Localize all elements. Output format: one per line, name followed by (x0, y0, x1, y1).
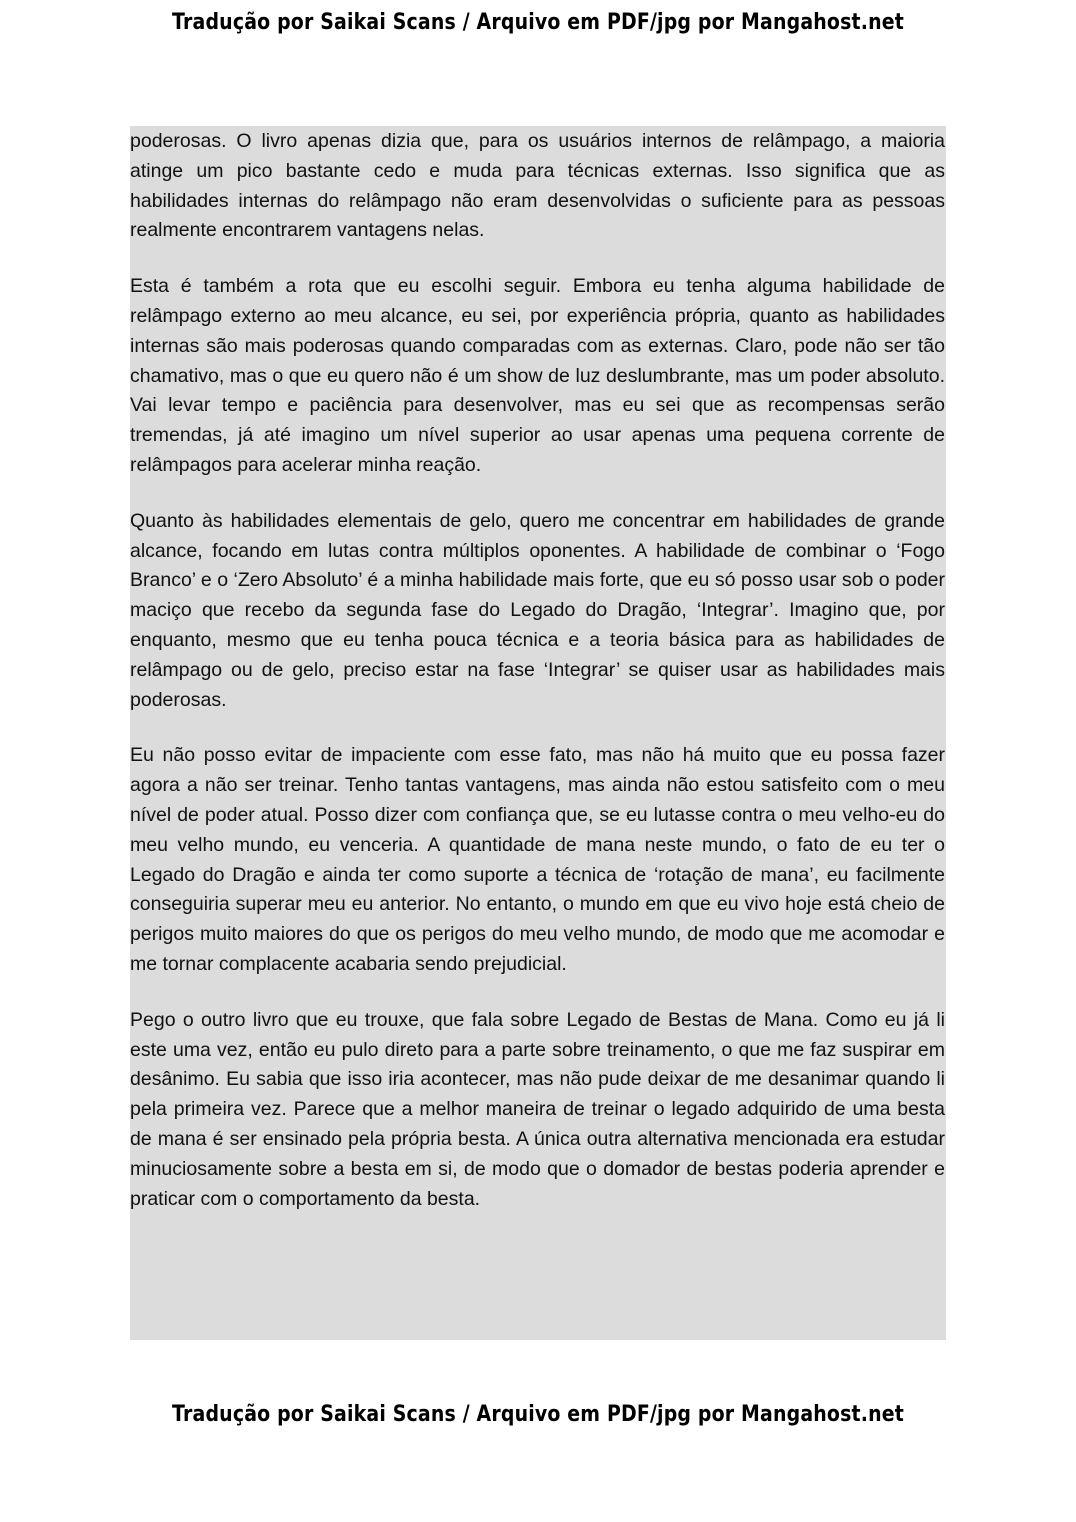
paragraph: Eu não posso evitar de impaciente com esse fato, mas não há muito que eu possa fazer agora a não ser treinar. Tenho tantas vantagens, mas ainda não estou satisfeito com o meu nível de poder atual. Posso dizer com confiança que, se eu lutasse contra o meu velho-eu do meu velho mundo, eu venceria. A quantidade de mana neste mundo, o fato de eu ter o Legado do Dragão e ainda ter como suporte a técnica de ‘rotação de mana’, eu facilmente conseguiria superar meu eu anterior. No entanto, o mundo em que eu vivo hoje está cheio de perigos muito maiores do que os perigos do meu velho mundo, de modo que me acomodar e me tornar complacente acabaria sendo prejudicial. (130, 744, 945, 975)
header-credit: Tradução por Saikai Scans / Arquivo em PDF/jpg por Mangahost.net (172, 10, 904, 35)
paragraph: poderosas. O livro apenas dizia que, para os usuários internos de relâmpago, a maioria atinge um pico bastante cedo e muda para técnicas externas. Isso significa que as habilidades internas do relâmpago não eram desenvolvidas o suficiente para as pessoas realmente encontrarem vantagens nelas. (130, 130, 945, 242)
footer-credit: Tradução por Saikai Scans / Arquivo em PDF/jpg por Mangahost.net (172, 1402, 904, 1427)
paragraph: Quanto às habilidades elementais de gelo, quero me concentrar em habilidades de grande alcance, focando em lutas contra múltiplos oponentes. A habilidade de combinar o ‘Fogo Branco’ e o ‘Zero Absoluto’ é a minha habilidade mais forte, que eu só posso usar sob o poder maciço que recebo da segunda fase do Legado do Dragão, ‘Integrar’. Imagino que, por enquanto, mesmo que eu tenha pouca técnica e a teoria básica para as habilidades de relâmpago ou de gelo, preciso estar na fase ‘Integrar’ se quiser usar as habilidades mais poderosas. (130, 509, 945, 711)
text-body (130, 126, 946, 1340)
paragraph: Pego o outro livro que eu trouxe, que fala sobre Legado de Bestas de Mana. Como eu já li este uma vez, então eu pulo direto para a parte sobre treinamento, o que me faz suspirar em desânimo. Eu sabia que isso iria acontecer, mas não pude deixar de me desanimar quando li pela primeira vez. Parece que a melhor maneira de treinar o legado adquirido de uma besta de mana é ser ensinado pela própria besta. A única outra alternativa mencionada era estudar minuciosamente sobre a besta em si, de modo que o domador de bestas poderia aprender e praticar com o comportamento da besta. (130, 1008, 945, 1210)
paragraph: Esta é também a rota que eu escolhi seguir. Embora eu tenha alguma habilidade de relâmpago externo ao meu alcance, eu sei, por experiência própria, quanto as habilidades internas são mais poderosas quando comparadas com as externas. Claro, pode não ser tão chamativo, mas o que eu quero não é um show de luz deslumbrante, mas um poder absoluto. Vai levar tempo e paciência para desenvolver, mas eu sei que as recompensas serão tremendas, já até imagino um nível superior ao usar apenas uma pequena corrente de relâmpagos para acelerar minha reação. (130, 275, 945, 476)
